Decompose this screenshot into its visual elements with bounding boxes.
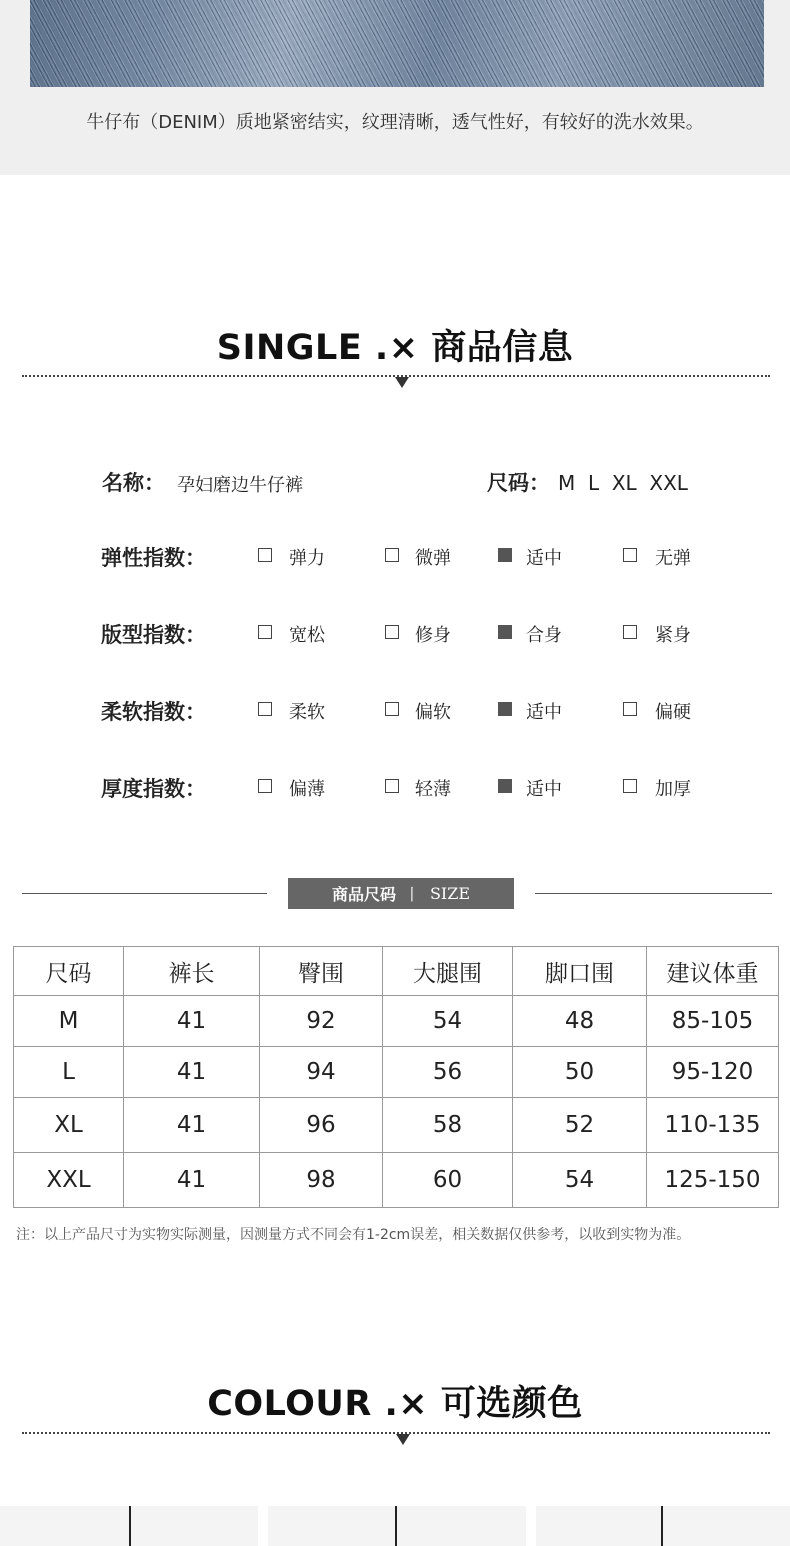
table-cell: 41 — [124, 1047, 260, 1098]
index-option: 适中 — [526, 702, 562, 723]
table-cell: XXL — [14, 1153, 124, 1208]
checkbox — [498, 779, 512, 793]
index-label: 厚度指数： — [101, 777, 206, 801]
index-label: 版型指数： — [101, 623, 206, 647]
table-cell: 110-135 — [647, 1098, 779, 1153]
index-option: 微弹 — [415, 548, 451, 569]
checkbox — [385, 779, 399, 793]
index-option: 合身 — [526, 625, 562, 646]
size-banner-cn: 商品尺码 — [331, 885, 396, 904]
table-header: 尺码 — [14, 947, 124, 996]
checkbox — [498, 702, 512, 716]
index-option: 修身 — [415, 625, 451, 646]
table-cell: 41 — [124, 1098, 260, 1153]
swatch-divider — [395, 1506, 397, 1546]
size-banner — [288, 878, 514, 909]
table-header-row — [14, 947, 779, 996]
index-option: 弹力 — [289, 548, 325, 569]
name-label: 名称： — [102, 471, 165, 495]
table-row — [14, 996, 779, 1047]
checkbox — [623, 625, 637, 639]
index-option: 宽松 — [289, 625, 325, 646]
table-header: 裤长 — [124, 947, 260, 996]
checkbox — [498, 548, 512, 562]
index-option: 偏薄 — [289, 779, 325, 800]
table-cell: 85-105 — [647, 996, 779, 1047]
index-label: 弹性指数： — [101, 546, 206, 570]
table-cell: 98 — [260, 1153, 383, 1208]
table-cell: L — [14, 1047, 124, 1098]
table-cell: 125-150 — [647, 1153, 779, 1208]
size-label: 尺码： — [487, 471, 550, 495]
table-cell: 92 — [260, 996, 383, 1047]
denim-fabric-image — [30, 0, 764, 87]
fabric-caption: 牛仔布（DENIM）质地紧密结实，纹理清晰，透气性好，有较好的洗水效果。 — [86, 112, 704, 133]
table-header: 臀围 — [260, 947, 383, 996]
swatch-divider — [129, 1506, 131, 1546]
table-cell: M — [14, 996, 124, 1047]
table-cell: 95-120 — [647, 1047, 779, 1098]
table-cell: 60 — [383, 1153, 513, 1208]
table-cell: 58 — [383, 1098, 513, 1153]
index-option: 无弹 — [655, 548, 691, 569]
checkbox — [623, 779, 637, 793]
colour-section-title: COLOUR .× 可选颜色 — [207, 1384, 583, 1424]
checkbox — [385, 702, 399, 716]
checkbox — [385, 548, 399, 562]
down-triangle-icon — [396, 1434, 410, 1445]
colour-swatch-image[interactable] — [536, 1506, 790, 1546]
size-banner-separator: 丨 — [403, 885, 420, 904]
index-option: 轻薄 — [415, 779, 451, 800]
table-cell: 54 — [513, 1153, 647, 1208]
table-cell: 94 — [260, 1047, 383, 1098]
table-cell: 52 — [513, 1098, 647, 1153]
table-cell: 96 — [260, 1098, 383, 1153]
checkbox — [258, 702, 272, 716]
size-banner-en: SIZE — [429, 884, 471, 903]
colour-swatch-image[interactable] — [268, 1506, 526, 1546]
product-name: 孕妇磨边牛仔裤 — [177, 475, 303, 496]
down-triangle-icon — [395, 377, 409, 388]
table-cell: 41 — [124, 1153, 260, 1208]
table-row — [14, 1047, 779, 1098]
index-label: 柔软指数： — [101, 700, 206, 724]
index-option: 偏硬 — [655, 702, 691, 723]
table-cell: XL — [14, 1098, 124, 1153]
index-option: 柔软 — [289, 702, 325, 723]
table-cell: 54 — [383, 996, 513, 1047]
measurement-note: 注：以上产品尺寸为实物实际测量，因测量方式不同会有1-2cm误差，相关数据仅供参考，以收到实物为准。 — [16, 1227, 691, 1243]
index-option: 适中 — [526, 548, 562, 569]
table-cell: 50 — [513, 1047, 647, 1098]
table-header: 脚口围 — [513, 947, 647, 996]
index-option: 偏软 — [415, 702, 451, 723]
table-header: 大腿围 — [383, 947, 513, 996]
checkbox — [258, 779, 272, 793]
size-values: M L XL XXL — [558, 471, 688, 495]
index-option: 适中 — [526, 779, 562, 800]
divider-right — [535, 893, 772, 894]
table-cell: 56 — [383, 1047, 513, 1098]
size-table — [13, 946, 779, 1208]
table-cell: 48 — [513, 996, 647, 1047]
table-header: 建议体重 — [647, 947, 779, 996]
divider-left — [22, 893, 267, 894]
table-row — [14, 1098, 779, 1153]
checkbox — [498, 625, 512, 639]
table-cell: 41 — [124, 996, 260, 1047]
checkbox — [258, 625, 272, 639]
table-row — [14, 1153, 779, 1208]
single-section-title: SINGLE .× 商品信息 — [216, 328, 574, 368]
index-option: 加厚 — [655, 779, 691, 800]
checkbox — [623, 548, 637, 562]
checkbox — [258, 548, 272, 562]
checkbox — [623, 702, 637, 716]
swatch-divider — [661, 1506, 663, 1546]
index-option: 紧身 — [655, 625, 691, 646]
checkbox — [385, 625, 399, 639]
